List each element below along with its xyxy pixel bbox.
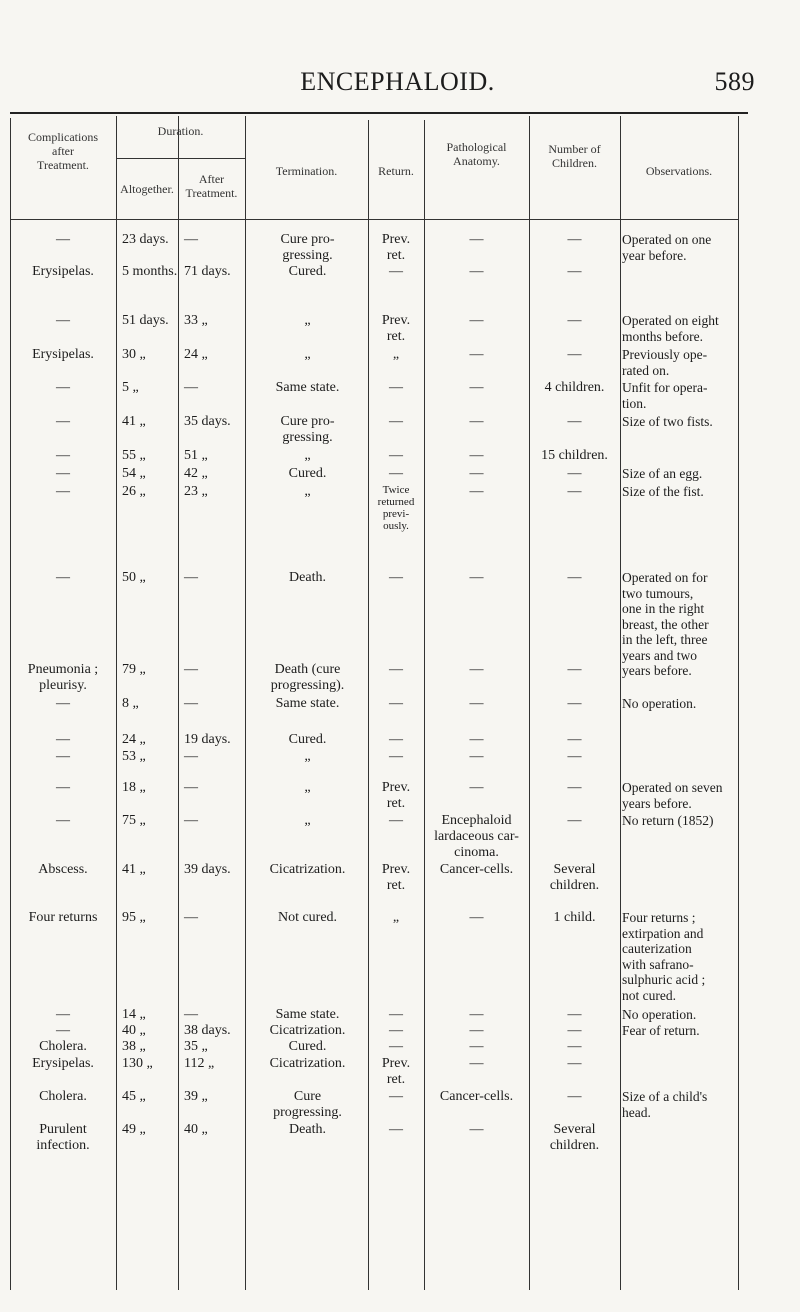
pathology-cell: —: [469, 1039, 484, 1054]
children-cell: —: [567, 1007, 582, 1022]
children-cell: —: [567, 696, 582, 711]
after-treatment-cell: 38 days.: [184, 1023, 231, 1038]
header-termination: Termination.: [275, 164, 338, 178]
return-cell: —: [389, 1089, 403, 1104]
children-cell: —: [567, 732, 582, 747]
altogether-cell: 24 „: [122, 732, 146, 747]
pathology-cell: —: [469, 414, 484, 429]
pathology-cell: —: [469, 570, 484, 585]
children-cell: —: [567, 232, 582, 247]
pathology-cell: —: [469, 1056, 484, 1071]
rule-duration-sub: [116, 158, 245, 159]
return-cell: —: [389, 732, 403, 747]
observations-cell: Size of two fists.: [622, 414, 713, 429]
complications-cell: —: [56, 813, 70, 828]
pathology-cell: —: [469, 313, 484, 328]
children-cell: —: [567, 570, 582, 585]
pathology-cell: —: [469, 380, 484, 395]
after-treatment-cell: 35 days.: [184, 414, 231, 429]
after-treatment-cell: 39 „: [184, 1089, 208, 1104]
complications-cell: —: [56, 1023, 70, 1038]
return-cell: —: [389, 1039, 403, 1054]
children-cell: —: [567, 1056, 582, 1071]
after-treatment-cell: 51 „: [184, 448, 208, 463]
pathology-cell: —: [469, 780, 484, 795]
termination-cell: „: [304, 347, 311, 362]
termination-cell: Cure progressing.: [273, 1089, 342, 1120]
pathology-cell: Cancer-cells.: [439, 862, 514, 877]
termination-cell: „: [304, 780, 311, 795]
termination-cell: „: [304, 313, 311, 328]
complications-cell: Cholera.: [39, 1089, 87, 1104]
return-cell: Prev. ret.: [381, 1056, 411, 1087]
running-title: ENCEPHALOID.: [300, 67, 495, 96]
pathology-cell: —: [469, 448, 484, 463]
complications-cell: —: [56, 380, 70, 395]
after-treatment-cell: —: [184, 1007, 198, 1022]
termination-cell: Same state.: [275, 696, 340, 711]
pathology-cell: —: [469, 696, 484, 711]
observations-cell: Operated on for two tumours, one in the right breast, the other in the left, three years and two years before.: [622, 570, 709, 678]
after-treatment-cell: 71 days.: [184, 264, 231, 279]
altogether-cell: 55 „: [122, 448, 146, 463]
complications-cell: Four returns: [28, 910, 98, 925]
children-cell: —: [567, 813, 582, 828]
pathology-cell: —: [469, 1023, 484, 1038]
children-cell: —: [567, 780, 582, 795]
observations-cell: No operation.: [622, 696, 697, 711]
pathology-cell: —: [469, 264, 484, 279]
after-treatment-cell: 19 days.: [184, 732, 231, 747]
complications-cell: —: [56, 696, 70, 711]
after-treatment-cell: 40 „: [184, 1122, 208, 1137]
after-treatment-cell: —: [184, 813, 198, 828]
altogether-cell: 30 „: [122, 347, 146, 362]
observations-cell: No return (1852): [622, 813, 714, 828]
observations-cell: Unfit for opera- tion.: [622, 380, 708, 411]
pathology-cell: —: [469, 1007, 484, 1022]
complications-cell: —: [56, 732, 70, 747]
rule-col-7: [620, 116, 621, 1290]
return-cell: —: [389, 696, 403, 711]
return-cell: „: [392, 347, 400, 362]
altogether-cell: 14 „: [122, 1007, 146, 1022]
after-treatment-cell: —: [184, 780, 198, 795]
pathology-cell: —: [469, 910, 484, 925]
termination-cell: Death (cure progressing).: [270, 662, 345, 693]
observations-cell: Operated on eight months before.: [622, 313, 719, 344]
altogether-cell: 79 „: [122, 662, 146, 677]
return-cell: Prev. ret.: [381, 232, 411, 263]
observations-cell: Size of a child's head.: [622, 1089, 708, 1120]
return-cell: —: [389, 448, 403, 463]
pathology-cell: —: [469, 732, 484, 747]
altogether-cell: 51 days.: [122, 313, 169, 328]
running-header: [40, 68, 755, 96]
termination-cell: Not cured.: [277, 910, 338, 925]
header-pathological-anatomy: Pathological Anatomy.: [446, 140, 507, 168]
altogether-cell: 49 „: [122, 1122, 146, 1137]
return-cell: —: [389, 1122, 403, 1137]
header-return: Return.: [378, 164, 414, 178]
return-cell: —: [389, 1007, 403, 1022]
children-cell: —: [567, 1023, 582, 1038]
complications-cell: Erysipelas.: [32, 264, 94, 279]
case-table: [0, 112, 780, 1302]
altogether-cell: 45 „: [122, 1089, 146, 1104]
altogether-cell: 26 „: [122, 484, 146, 499]
children-cell: —: [567, 414, 582, 429]
observations-cell: Fear of return.: [622, 1023, 700, 1038]
pathology-cell: —: [469, 749, 484, 764]
altogether-cell: 8 „: [122, 696, 139, 711]
altogether-cell: 41 „: [122, 414, 146, 429]
after-treatment-cell: 112 „: [184, 1056, 215, 1071]
termination-cell: Cicatrization.: [269, 862, 346, 877]
termination-cell: Cured.: [288, 732, 327, 747]
pathology-cell: —: [469, 466, 484, 481]
return-cell: „: [392, 910, 400, 925]
children-cell: Several children.: [549, 862, 600, 893]
after-treatment-cell: —: [184, 232, 198, 247]
return-cell: Prev. ret.: [381, 862, 411, 893]
termination-cell: Cure pro- gressing.: [280, 232, 335, 263]
complications-cell: Cholera.: [39, 1039, 87, 1054]
page-number: 589: [714, 67, 755, 96]
children-cell: —: [567, 347, 582, 362]
complications-cell: —: [56, 1007, 70, 1022]
table-top-rule: [10, 112, 748, 114]
pathology-cell: —: [469, 1122, 484, 1137]
altogether-cell: 18 „: [122, 780, 146, 795]
observations-cell: No operation.: [622, 1007, 697, 1022]
children-cell: 15 children.: [541, 448, 608, 463]
children-cell: —: [567, 1039, 582, 1054]
altogether-cell: 5 months.: [122, 264, 178, 279]
termination-cell: Cicatrization.: [269, 1056, 346, 1071]
return-cell: —: [389, 570, 403, 585]
complications-cell: —: [56, 414, 70, 429]
return-cell: —: [389, 466, 403, 481]
altogether-cell: 40 „: [122, 1023, 146, 1038]
children-cell: 4 children.: [544, 380, 605, 395]
pathology-cell: —: [469, 347, 484, 362]
termination-cell: Death.: [289, 1122, 326, 1137]
pathology-cell: Encephaloid lardaceous car- cinoma.: [434, 813, 519, 860]
rule-col-1: [116, 116, 117, 1290]
children-cell: —: [567, 484, 582, 499]
observations-cell: Operated on one year before.: [622, 232, 712, 263]
header-observations: Observations.: [645, 164, 713, 178]
altogether-cell: 75 „: [122, 813, 146, 828]
observations-cell: Previously ope- rated on.: [622, 347, 708, 378]
termination-cell: Same state.: [275, 1007, 340, 1022]
complications-cell: —: [56, 780, 70, 795]
children-cell: —: [567, 662, 582, 677]
termination-cell: Same state.: [275, 380, 340, 395]
return-cell: —: [389, 813, 403, 828]
return-cell: Twice returned previ- ously.: [377, 484, 415, 532]
termination-cell: „: [304, 484, 311, 499]
header-after-treatment: After Treatment.: [185, 172, 238, 200]
pathology-cell: Cancer-cells.: [439, 1089, 514, 1104]
complications-cell: —: [56, 749, 70, 764]
return-cell: —: [389, 749, 403, 764]
termination-cell: Cured.: [288, 264, 327, 279]
altogether-cell: 53 „: [122, 749, 146, 764]
after-treatment-cell: 33 „: [184, 313, 208, 328]
after-treatment-cell: 42 „: [184, 466, 208, 481]
altogether-cell: 38 „: [122, 1039, 146, 1054]
complications-cell: —: [56, 570, 70, 585]
termination-cell: „: [304, 749, 311, 764]
return-cell: —: [389, 380, 403, 395]
return-cell: —: [389, 662, 403, 677]
altogether-cell: 54 „: [122, 466, 146, 481]
termination-cell: Cured.: [288, 466, 327, 481]
altogether-cell: 41 „: [122, 862, 146, 877]
children-cell: —: [567, 749, 582, 764]
children-cell: —: [567, 1089, 582, 1104]
complications-cell: —: [56, 232, 70, 247]
termination-cell: Cicatrization.: [269, 1023, 346, 1038]
altogether-cell: 50 „: [122, 570, 146, 585]
observations-cell: Size of an egg.: [622, 466, 703, 481]
children-cell: —: [567, 313, 582, 328]
header-complications: Complications after Treatment.: [28, 130, 98, 172]
after-treatment-cell: —: [184, 662, 198, 677]
after-treatment-cell: —: [184, 696, 198, 711]
pathology-cell: —: [469, 232, 484, 247]
complications-cell: Pneumonia ; pleurisy.: [27, 662, 99, 693]
children-cell: —: [567, 466, 582, 481]
header-duration: Duration.: [157, 124, 204, 138]
after-treatment-cell: —: [184, 570, 198, 585]
altogether-cell: 23 days.: [122, 232, 169, 247]
after-treatment-cell: —: [184, 749, 198, 764]
observations-cell: Operated on seven years before.: [622, 780, 723, 811]
termination-cell: Cure pro- gressing.: [280, 414, 335, 445]
after-treatment-cell: 24 „: [184, 347, 208, 362]
termination-cell: Death.: [289, 570, 326, 585]
termination-cell: „: [304, 448, 311, 463]
observations-cell: Four returns ; extirpation and cauterization with safrano- sulphuric acid ; not cured.: [622, 910, 706, 1003]
header-altogether: Altogether.: [120, 182, 174, 196]
altogether-cell: 95 „: [122, 910, 146, 925]
rule-header-bottom: [10, 219, 738, 220]
children-cell: 1 child.: [553, 910, 596, 925]
complications-cell: —: [56, 484, 70, 499]
return-cell: Prev. ret.: [381, 780, 411, 811]
children-cell: Several children.: [549, 1122, 600, 1153]
return-cell: —: [389, 414, 403, 429]
after-treatment-cell: —: [184, 380, 198, 395]
return-cell: —: [389, 264, 403, 279]
complications-cell: Purulent infection.: [36, 1122, 90, 1153]
header-number-of-children: Number of Children.: [548, 142, 601, 170]
return-cell: Prev. ret.: [381, 313, 411, 344]
altogether-cell: 5 „: [122, 380, 139, 395]
after-treatment-cell: —: [184, 910, 198, 925]
altogether-cell: 130 „: [122, 1056, 153, 1071]
complications-cell: —: [56, 466, 70, 481]
complications-cell: —: [56, 313, 70, 328]
children-cell: —: [567, 264, 582, 279]
return-cell: —: [389, 1023, 403, 1038]
after-treatment-cell: 35 „: [184, 1039, 208, 1054]
pathology-cell: —: [469, 484, 484, 499]
observations-cell: Size of the fist.: [622, 484, 704, 499]
termination-cell: Cured.: [288, 1039, 327, 1054]
after-treatment-cell: 39 days.: [184, 862, 231, 877]
after-treatment-cell: 23 „: [184, 484, 208, 499]
complications-cell: Abscess.: [38, 862, 88, 877]
complications-cell: Erysipelas.: [32, 347, 94, 362]
complications-cell: Erysipelas.: [32, 1056, 94, 1071]
complications-cell: —: [56, 448, 70, 463]
termination-cell: „: [304, 813, 311, 828]
pathology-cell: —: [469, 662, 484, 677]
